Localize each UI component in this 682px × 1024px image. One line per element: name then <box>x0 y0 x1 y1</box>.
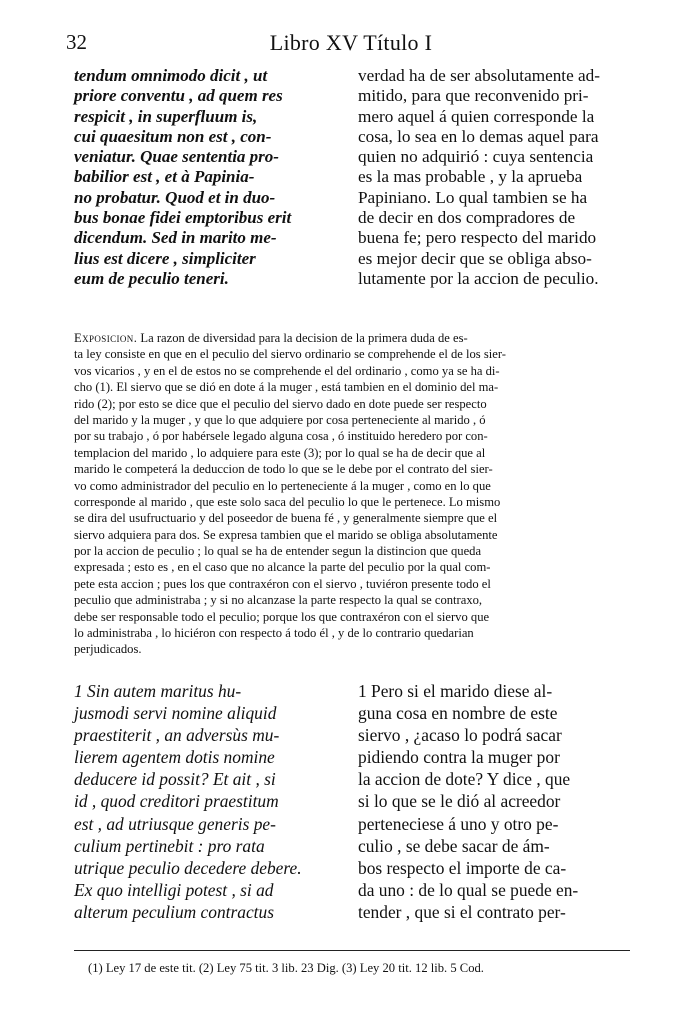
commentary-line: cho (1). El siervo que se dió en dote á la muger , está tambien en el dominio del ma- <box>74 380 499 395</box>
commentary-line: vos vicarios , y en el de estos no se comprehende el del ordinario , como ya se ha di- <box>74 363 500 378</box>
text-line: lutamente por la accion de peculio. <box>358 268 599 288</box>
commentary-line: pete esta accion ; pues los que contraxéron con el siervo , tuviéron presente todo el <box>74 576 491 591</box>
text-line: tendum omnimodo dicit , ut <box>74 66 268 85</box>
text-line: jusmodi servi nomine aliquid <box>74 703 277 724</box>
text-line: deducere id possit? Et ait , si <box>74 769 276 790</box>
spanish-text-bottom <box>358 680 578 923</box>
text-line: babilior est , et à Papinia- <box>74 167 255 187</box>
commentary-line: expresada ; esto es , en el caso que no alcance la parte del peculio por la qual com- <box>74 560 491 575</box>
commentary-line: por su trabajo , ó por habérsele legado alguna cosa , ó instituido heredero por con- <box>74 429 488 444</box>
commentary-line: perjudicados. <box>74 642 142 657</box>
text-line: priore conventu , ad quem res <box>74 86 283 106</box>
text-line: es mejor decir que se obliga abso- <box>358 248 592 268</box>
text-line: bos respecto el importe de ca- <box>358 857 567 878</box>
commentary-line: ta ley consiste en que en el peculio del siervo ordinario se comprehende el de los sier- <box>74 347 506 362</box>
text-line: id , quod creditori praestitum <box>74 791 279 812</box>
text-line: utrique peculio decedere debere. <box>74 857 302 878</box>
text-line: siervo , ¿acaso lo podrá sacar <box>358 725 562 746</box>
text-line: dicendum. Sed in marito me- <box>74 228 277 248</box>
text-line: cosa, lo sea en lo demas aquel para <box>358 126 599 146</box>
commentary-heading: Exposicion. <box>74 331 138 345</box>
text-line: eum de peculio teneri. <box>74 268 229 288</box>
text-line: mero aquel á quien corresponde la <box>358 106 595 126</box>
latin-text-top <box>74 66 291 289</box>
text-line: veniatur. Quae sententia pro- <box>74 147 279 167</box>
footnote-divider <box>74 950 630 951</box>
footnotes: (1) Ley 17 de este tit. (2) Ley 75 tit. 3 lib. 23 Dig. (3) Ley 20 tit. 12 lib. 5 Cod. <box>88 961 484 975</box>
text-line: da uno : de lo qual se puede en- <box>358 879 579 900</box>
text-line: culio , se debe sacar de ám- <box>358 835 550 856</box>
text-line: lius est dicere , simpliciter <box>74 248 256 268</box>
spanish-text-top <box>358 66 600 289</box>
commentary-first-line-text: La razon de diversidad para la decision de la primera duda de es- <box>137 331 468 345</box>
latin-text-bottom <box>74 680 302 923</box>
commentary-first-line <box>74 330 506 346</box>
text-line: cui quaesitum non est , con- <box>74 126 272 146</box>
text-line: Papiniano. Lo qual tambien se ha <box>358 187 588 207</box>
text-line: no probatur. Quod et in duo- <box>74 187 276 207</box>
commentary-line: marido le competerá la deduccion de todo lo que se le debe por el contrato del sier- <box>74 462 493 477</box>
text-line: tender , que si el contrato per- <box>358 901 566 922</box>
commentary-line: siervo adquiera para dos. Se expresa tambien que el marido se obliga absolutamente <box>74 527 498 542</box>
text-line: es la mas probable , y la aprueba <box>358 167 583 187</box>
commentary-line: templacion del marido , lo adquiere para este (3); por lo qual se ha de decir que al <box>74 445 486 460</box>
text-line: praestiterit , an adversùs mu- <box>74 725 280 746</box>
text-line: mitido, para que reconvenido pri- <box>358 86 589 106</box>
running-head <box>66 30 636 60</box>
text-line: la accion de dote? Y dice , que <box>358 769 571 790</box>
text-line: si lo que se le dió al acreedor <box>358 791 561 812</box>
text-line: pidiendo contra la muger por <box>358 747 560 768</box>
text-line: lierem agentem dotis nomine <box>74 747 275 768</box>
commentary-line: rido (2); por esto se dice que el peculio del siervo dado en dote puede ser respecto <box>74 396 487 411</box>
text-line: culium pertinebit : pro rata <box>74 835 265 856</box>
page-number: 32 <box>66 30 87 54</box>
commentary-line: corresponde al marido , que este solo saca del peculio lo que le pertenece. Lo mismo <box>74 494 501 509</box>
commentary-line: vo como administrador del peculio en lo perteneciente á la muger , como en lo que <box>74 478 491 493</box>
text-line: 1 Sin autem maritus hu- <box>74 681 242 701</box>
text-line: alterum peculium contractus <box>74 901 274 922</box>
commentary-line: peculio que administraba ; y si no alcanzase la parte respecto la qual se contraxo, <box>74 593 483 608</box>
running-title: Libro XV Título I <box>269 30 433 55</box>
commentary-line: se dira del usufructuario y del poseedor de buena fé , y generalmente siempre que el <box>74 511 498 526</box>
text-line: de decir en dos compradores de <box>358 208 576 228</box>
commentary-line: debe ser responsable todo el peculio; porque los que contraxéron con el siervo que <box>74 609 490 624</box>
commentary-line: por la accion de peculio ; lo qual se ha de entender segun la distincion que queda <box>74 544 482 559</box>
text-line: respicit , in superfluum is, <box>74 106 258 126</box>
commentary-line: del marido y la muger , y que lo que adquiere por cosa perteneciente al marido , ó <box>74 412 486 427</box>
text-line: est , ad utriusque generis pe- <box>74 813 276 834</box>
text-line: Ex quo intelligi potest , si ad <box>74 879 274 900</box>
text-line: 1 Pero si el marido diese al- <box>358 681 553 701</box>
commentary <box>74 330 506 658</box>
text-line: perteneciese á uno y otro pe- <box>358 813 559 834</box>
text-line: guna cosa en nombre de este <box>358 703 558 724</box>
text-line: buena fe; pero respecto del marido <box>358 228 597 248</box>
text-line: quien no adquirió : cuya sentencia <box>358 147 594 167</box>
text-line: verdad ha de ser absolutamente ad- <box>358 66 600 85</box>
commentary-line: lo administraba , lo hiciéron con respecto á todo él , y de lo contrario quedarian <box>74 626 474 641</box>
text-line: bus bonae fidei emptoribus erit <box>74 208 292 228</box>
